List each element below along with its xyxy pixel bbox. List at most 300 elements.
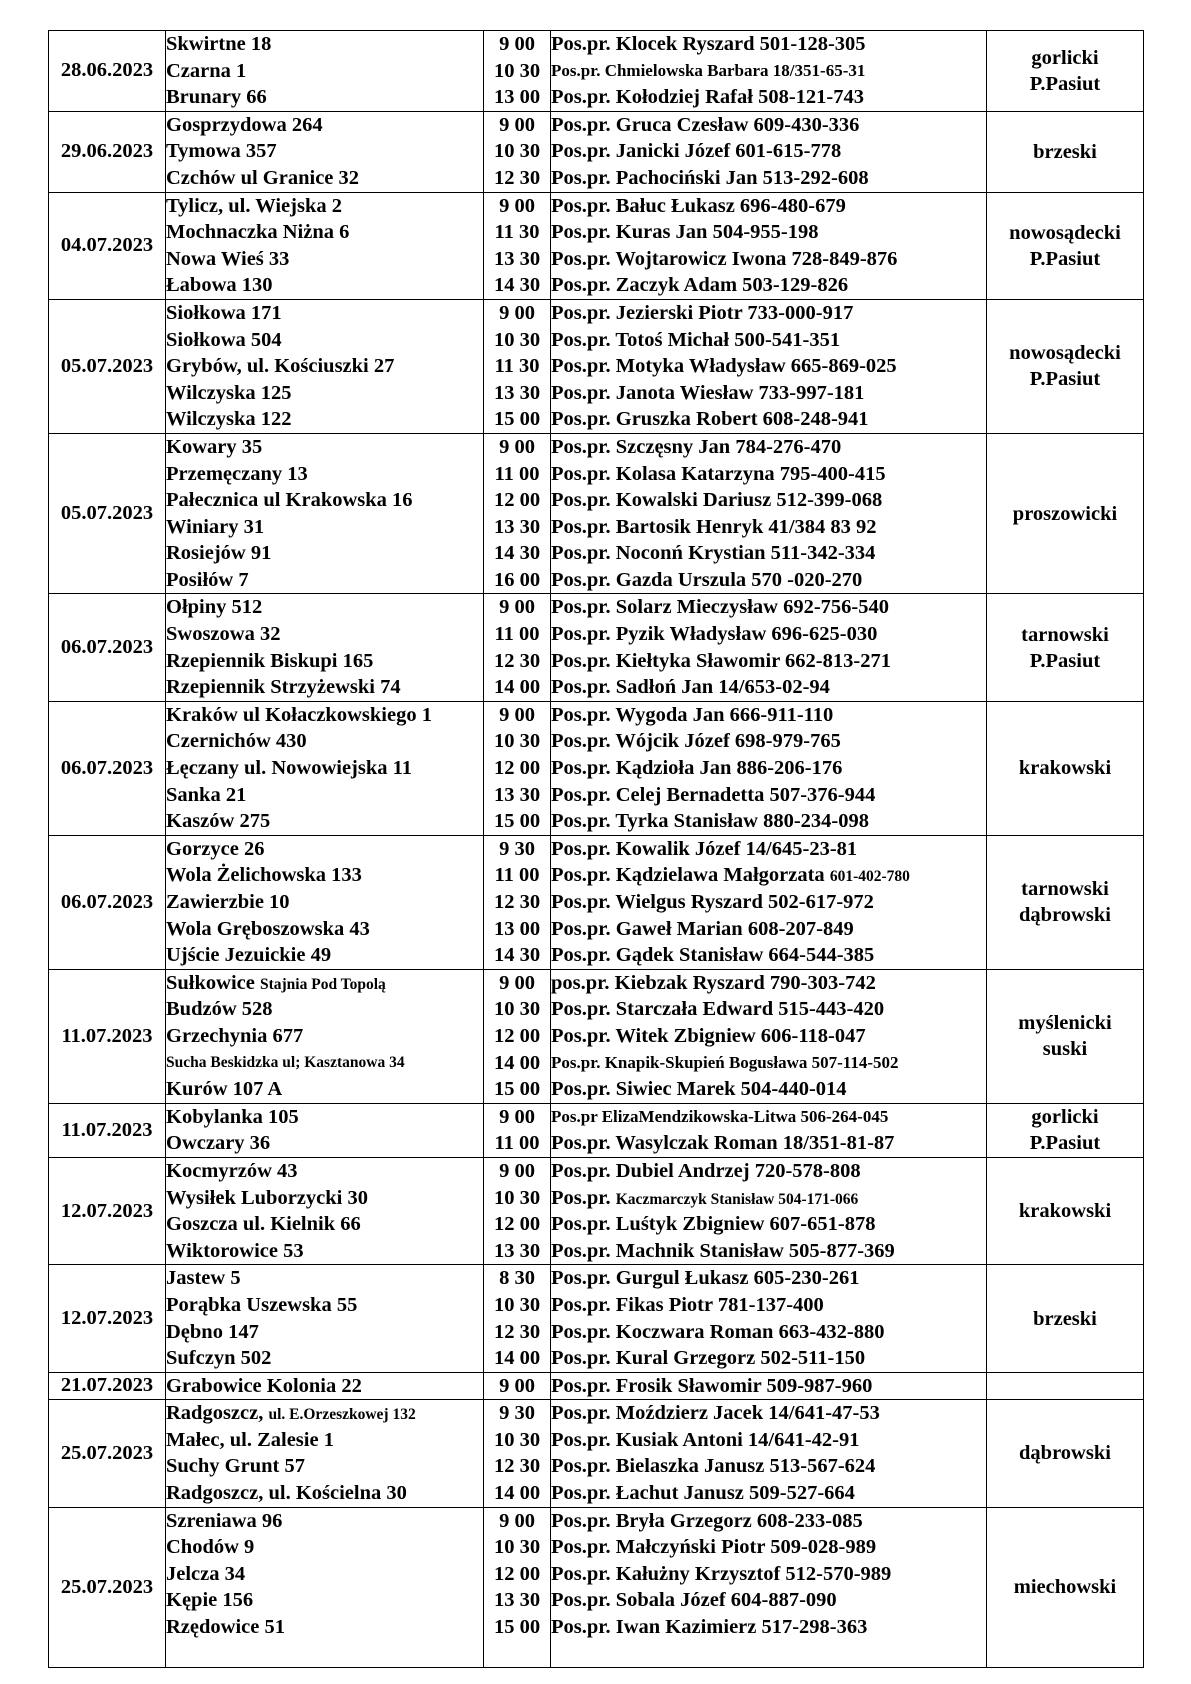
visit-time: 12 00 bbox=[493, 1213, 541, 1236]
person-name: Pos.pr. Wygoda Jan 666-911-110 bbox=[551, 703, 834, 726]
visit-time: 13 30 bbox=[493, 381, 541, 404]
persons-cell bbox=[551, 594, 987, 701]
district-name: brzeski bbox=[1033, 140, 1097, 163]
place-line: Sanka 21 bbox=[166, 783, 247, 806]
person-line bbox=[551, 31, 986, 58]
person-line bbox=[551, 1400, 986, 1427]
person-name: Pos.pr. Gazda Urszula 570 -020-270 bbox=[551, 568, 863, 591]
person-name: Pos.pr. Witek Zbigniew 606-118-047 bbox=[551, 1024, 866, 1047]
person-line bbox=[551, 353, 986, 380]
person-name: Pos.pr. Klocek Ryszard 501-128-305 bbox=[551, 33, 866, 55]
person-line bbox=[551, 1104, 986, 1131]
person-line bbox=[551, 1614, 986, 1641]
person-name: Pos.pr. Pachociński Jan 513-292-608 bbox=[551, 166, 869, 189]
visit-date: 25.07.2023 bbox=[60, 1441, 154, 1464]
blank-line bbox=[551, 1641, 986, 1668]
person-name: Pos.pr. Tyrka Stanisław 880-234-098 bbox=[551, 810, 869, 833]
district-cell bbox=[987, 1103, 1144, 1157]
person-name: Pos.pr. Iwan Kazimierz 517-298-363 bbox=[551, 1616, 868, 1639]
visit-time: 9 00 bbox=[499, 1509, 535, 1532]
place-line: Rzepiennik Biskupi 165 bbox=[166, 649, 374, 672]
times-cell bbox=[484, 299, 551, 433]
place-line: Czernichów 430 bbox=[166, 730, 307, 753]
person-name: Pos.pr. Janota Wiesław 733-997-181 bbox=[551, 381, 865, 404]
person-name: pos.pr. Kiebzak Ryszard 790-303-742 bbox=[551, 971, 876, 994]
visit-time: 9 00 bbox=[499, 435, 535, 458]
schedule-row bbox=[49, 594, 1144, 701]
district-cell bbox=[987, 111, 1144, 192]
visit-time: 9 00 bbox=[499, 703, 535, 726]
visit-date: 06.07.2023 bbox=[60, 890, 154, 913]
person-line bbox=[551, 1345, 986, 1372]
visit-time: 9 00 bbox=[499, 1105, 535, 1128]
visit-time: 13 30 bbox=[493, 1239, 541, 1262]
person-line bbox=[551, 1319, 986, 1346]
person-line bbox=[551, 755, 986, 782]
district-name: P.Pasiut bbox=[1029, 649, 1101, 672]
district-name: suski bbox=[1042, 1038, 1088, 1061]
district-cell bbox=[987, 192, 1144, 299]
place-line: Owczary 36 bbox=[166, 1132, 271, 1155]
person-name: Pos.pr. Totoś Michał 500-541-351 bbox=[551, 328, 841, 351]
visit-time: 10 30 bbox=[493, 1186, 541, 1209]
places-cell bbox=[166, 969, 484, 1103]
visit-time: 16 00 bbox=[493, 568, 541, 591]
date-cell bbox=[49, 31, 166, 112]
person-name: Pos.pr. Kałużny Krzysztof 512-570-989 bbox=[551, 1562, 892, 1585]
person-name: Pos.pr. Gądek Stanisław 664-544-385 bbox=[551, 944, 875, 967]
person-name: Pos.pr. Koczwara Roman 663-432-880 bbox=[551, 1320, 885, 1343]
person-name: Pos.pr. Sobala Józef 604-887-090 bbox=[551, 1589, 837, 1612]
person-line bbox=[551, 246, 986, 273]
schedule-row bbox=[49, 1103, 1144, 1157]
person-name: Pos.pr. Bartosik Henryk 41/384 83 92 bbox=[551, 515, 877, 538]
visit-time: 13 00 bbox=[493, 917, 541, 940]
visit-time: 9 00 bbox=[499, 596, 535, 619]
place-line: Rosiejów 91 bbox=[166, 542, 272, 565]
visit-date: 04.07.2023 bbox=[60, 234, 154, 257]
persons-cell bbox=[551, 1372, 987, 1400]
district-cell bbox=[987, 299, 1144, 433]
person-name: Pos.pr. Kural Grzegorz 502-511-150 bbox=[551, 1347, 866, 1370]
person-line bbox=[551, 1238, 986, 1265]
district-name: krakowski bbox=[1018, 757, 1112, 780]
person-line bbox=[551, 461, 986, 488]
place-line: Grabowice Kolonia 22 bbox=[166, 1374, 362, 1397]
person-name: Pos.pr. Solarz Mieczysław 692-756-540 bbox=[551, 596, 890, 619]
persons-cell bbox=[551, 1157, 987, 1264]
visit-time: 9 00 bbox=[499, 1374, 535, 1397]
district-cell bbox=[987, 1265, 1144, 1372]
person-line bbox=[551, 996, 986, 1023]
place-line: Wilczyska 122 bbox=[166, 408, 292, 431]
schedule-row bbox=[49, 111, 1144, 192]
place-line: Winiary 31 bbox=[166, 515, 265, 538]
person-name: Pos.pr. Kołodziej Rafał 508-121-743 bbox=[551, 86, 864, 109]
district-name: nowosądecki bbox=[1009, 342, 1121, 365]
times-cell bbox=[484, 31, 551, 112]
place-line: Wilczyska 125 bbox=[166, 381, 292, 404]
place-line: Mochnaczka Niżna 6 bbox=[166, 221, 350, 244]
place-line bbox=[166, 1400, 483, 1427]
person-line bbox=[551, 165, 986, 192]
persons-cell bbox=[551, 835, 987, 969]
visit-time: 11 30 bbox=[494, 355, 540, 378]
person-line bbox=[551, 1292, 986, 1319]
person-name: Pos.pr. Kądzioła Jan 886-206-176 bbox=[551, 757, 843, 780]
visit-date: 25.07.2023 bbox=[60, 1575, 154, 1598]
places-cell bbox=[166, 1400, 484, 1507]
person-name: Pos.pr. Dubiel Andrzej 720-578-808 bbox=[551, 1159, 861, 1182]
person-name: Pos.pr. Bałuc Łukasz 696-480-679 bbox=[551, 194, 846, 217]
district-name: gorlicki bbox=[1031, 1106, 1099, 1129]
visit-time: 10 30 bbox=[493, 1428, 541, 1451]
times-cell bbox=[484, 835, 551, 969]
person-name: Pos.pr. Jezierski Piotr 733-000-917 bbox=[551, 301, 854, 324]
person-name: Pos.pr. Chmielowska Barbara 18/351-65-31 bbox=[551, 60, 866, 80]
person-detail: Kaczmarczyk Stanisław 504-171-066 bbox=[615, 1190, 859, 1208]
persons-cell bbox=[551, 433, 987, 594]
times-cell bbox=[484, 969, 551, 1103]
places-cell bbox=[166, 111, 484, 192]
person-name: Pos.pr. Wasylczak Roman 18/351-81-87 bbox=[551, 1132, 895, 1155]
person-line bbox=[551, 1023, 986, 1050]
visit-time: 13 30 bbox=[493, 247, 541, 270]
places-cell bbox=[166, 192, 484, 299]
person-name: Pos.pr. Starczała Edward 515-443-420 bbox=[551, 998, 885, 1021]
place-line: Łabowa 130 bbox=[166, 274, 273, 297]
visit-time: 14 30 bbox=[493, 542, 541, 565]
person-name: Pos.pr. Wojtarowicz Iwona 728-849-876 bbox=[551, 247, 898, 270]
places-cell bbox=[166, 299, 484, 433]
place-line: Siołkowa 504 bbox=[166, 328, 282, 351]
places-cell bbox=[166, 1265, 484, 1372]
date-cell bbox=[49, 1400, 166, 1507]
district-cell bbox=[987, 594, 1144, 701]
visit-date: 11.07.2023 bbox=[61, 1118, 153, 1141]
person-line bbox=[551, 1508, 986, 1535]
visit-time: 9 00 bbox=[499, 971, 535, 994]
person-line bbox=[551, 219, 986, 246]
places-cell bbox=[166, 1507, 484, 1668]
visit-date: 28.06.2023 bbox=[60, 59, 154, 82]
date-cell bbox=[49, 1103, 166, 1157]
place-line: Rzędowice 51 bbox=[166, 1616, 285, 1639]
place-line: Goszcza ul. Kielnik 66 bbox=[166, 1213, 361, 1236]
person-line bbox=[551, 648, 986, 675]
person-line bbox=[551, 380, 986, 407]
visit-time: 12 30 bbox=[493, 166, 541, 189]
person-line bbox=[551, 702, 986, 729]
person-line bbox=[551, 193, 986, 220]
person-name: Pos.pr. Łachut Janusz 509-527-664 bbox=[551, 1482, 855, 1505]
places-cell bbox=[166, 1157, 484, 1264]
date-cell bbox=[49, 1157, 166, 1264]
place-line: Jastew 5 bbox=[166, 1267, 241, 1290]
visit-date: 05.07.2023 bbox=[60, 502, 154, 525]
places-cell bbox=[166, 1372, 484, 1400]
district-cell bbox=[987, 969, 1144, 1103]
visit-time: 10 30 bbox=[493, 998, 541, 1021]
visit-date: 06.07.2023 bbox=[60, 756, 154, 779]
visit-time: 12 30 bbox=[493, 1455, 541, 1478]
visit-date: 05.07.2023 bbox=[60, 354, 154, 377]
person-name: Pos.pr. Małczyński Piotr 509-028-989 bbox=[551, 1536, 877, 1559]
person-line bbox=[551, 889, 986, 916]
person-line bbox=[551, 487, 986, 514]
person-line bbox=[551, 621, 986, 648]
person-name: Pos.pr. Moździerz Jacek 14/641-47-53 bbox=[551, 1402, 880, 1425]
person-line bbox=[551, 970, 986, 997]
place-line: Jelcza 34 bbox=[166, 1562, 246, 1585]
visit-time: 13 30 bbox=[493, 783, 541, 806]
place-line: Kaszów 275 bbox=[166, 810, 271, 833]
visit-time: 13 30 bbox=[493, 1589, 541, 1612]
times-cell bbox=[484, 1400, 551, 1507]
times-cell bbox=[484, 433, 551, 594]
schedule-row bbox=[49, 1507, 1144, 1668]
person-line bbox=[551, 1427, 986, 1454]
schedule-row bbox=[49, 1400, 1144, 1507]
persons-cell bbox=[551, 299, 987, 433]
district-name: tarnowski bbox=[1021, 623, 1109, 646]
person-line bbox=[551, 942, 986, 969]
visit-time: 9 00 bbox=[499, 113, 535, 136]
place-line: Brunary 66 bbox=[166, 86, 267, 109]
date-cell bbox=[49, 1372, 166, 1400]
place-line: Sucha Beskidzka ul; Kasztanowa 34 bbox=[166, 1053, 405, 1071]
date-cell bbox=[49, 111, 166, 192]
place-line: Skwirtne 18 bbox=[166, 33, 272, 55]
visit-time: 9 00 bbox=[499, 194, 535, 217]
persons-cell bbox=[551, 701, 987, 835]
persons-cell bbox=[551, 192, 987, 299]
district-cell bbox=[987, 1372, 1144, 1400]
blank-line bbox=[166, 1641, 483, 1668]
person-line bbox=[551, 58, 986, 85]
visit-time: 12 00 bbox=[493, 1024, 541, 1047]
visit-time: 9 30 bbox=[499, 837, 535, 860]
person-line bbox=[551, 1158, 986, 1185]
person-name: Pos.pr. Gruszka Robert 608-248-941 bbox=[551, 408, 869, 431]
place-line: Suchy Grunt 57 bbox=[166, 1455, 305, 1478]
date-cell bbox=[49, 1265, 166, 1372]
schedule-table bbox=[48, 30, 1144, 1668]
schedule-body bbox=[49, 31, 1144, 1668]
district-name: nowosądecki bbox=[1009, 221, 1121, 244]
times-cell bbox=[484, 701, 551, 835]
person-line bbox=[551, 1480, 986, 1507]
place-detail: Stajnia Pod Topolą bbox=[259, 975, 386, 993]
person-line bbox=[551, 434, 986, 461]
person-line bbox=[551, 674, 986, 701]
person-line bbox=[551, 138, 986, 165]
schedule-row bbox=[49, 192, 1144, 299]
place-line: Przemęczany 13 bbox=[166, 462, 308, 485]
person-line bbox=[551, 540, 986, 567]
visit-time: 10 30 bbox=[493, 328, 541, 351]
place-line: Grzechynia 677 bbox=[166, 1024, 304, 1047]
district-name: P.Pasiut bbox=[1029, 368, 1101, 391]
place-line: Sufczyn 502 bbox=[166, 1347, 272, 1370]
person-line bbox=[551, 1130, 986, 1157]
person-line bbox=[551, 1587, 986, 1614]
place-line: Ujście Jezuickie 49 bbox=[166, 944, 332, 967]
visit-date: 29.06.2023 bbox=[60, 140, 154, 163]
visit-time: 14 30 bbox=[493, 944, 541, 967]
person-line bbox=[551, 728, 986, 755]
date-cell bbox=[49, 299, 166, 433]
person-line bbox=[551, 300, 986, 327]
times-cell bbox=[484, 1103, 551, 1157]
persons-cell bbox=[551, 1400, 987, 1507]
date-cell bbox=[49, 835, 166, 969]
place-line: Wola Gręboszowska 43 bbox=[166, 917, 370, 940]
district-name: miechowski bbox=[1013, 1576, 1117, 1599]
schedule-row bbox=[49, 1157, 1144, 1264]
date-cell bbox=[49, 192, 166, 299]
district-cell bbox=[987, 1157, 1144, 1264]
visit-time: 10 30 bbox=[493, 59, 541, 82]
place-line: Czchów ul Granice 32 bbox=[166, 166, 360, 189]
person-name: Pos.pr. Wójcik Józef 698-979-765 bbox=[551, 730, 841, 753]
person-name: Pos.pr. bbox=[551, 1186, 611, 1209]
places-cell bbox=[166, 433, 484, 594]
place-line bbox=[166, 970, 483, 997]
visit-time: 9 00 bbox=[499, 1159, 535, 1182]
person-name: Pos.pr. Janicki Józef 601-615-778 bbox=[551, 140, 842, 163]
district-name: krakowski bbox=[1018, 1200, 1112, 1223]
person-line bbox=[551, 406, 986, 433]
person-name: Pos.pr. Machnik Stanisław 505-877-369 bbox=[551, 1239, 895, 1262]
visit-time: 15 00 bbox=[493, 1616, 541, 1639]
visit-time: 11 00 bbox=[494, 1132, 540, 1155]
date-cell bbox=[49, 433, 166, 594]
place-line: Siołkowa 171 bbox=[166, 301, 282, 324]
person-line bbox=[551, 1076, 986, 1103]
person-name: Pos.pr. Luśtyk Zbigniew 607-651-878 bbox=[551, 1213, 876, 1236]
person-name: Pos.pr. Kolasa Katarzyna 795-400-415 bbox=[551, 462, 886, 485]
visit-time: 11 00 bbox=[494, 623, 540, 646]
person-line bbox=[551, 594, 986, 621]
persons-cell bbox=[551, 1507, 987, 1668]
schedule-row bbox=[49, 1372, 1144, 1400]
person-line bbox=[551, 1561, 986, 1588]
schedule-row bbox=[49, 433, 1144, 594]
visit-time: 14 00 bbox=[493, 676, 541, 699]
visit-time: 9 30 bbox=[499, 1402, 535, 1425]
place-detail: ul. E.Orzeszkowej 132 bbox=[268, 1406, 416, 1424]
visit-date: 11.07.2023 bbox=[61, 1024, 153, 1047]
times-cell bbox=[484, 1157, 551, 1264]
visit-time: 9 00 bbox=[499, 301, 535, 324]
person-line bbox=[551, 1453, 986, 1480]
visit-date: 21.07.2023 bbox=[60, 1374, 154, 1397]
person-line bbox=[551, 327, 986, 354]
schedule-row bbox=[49, 969, 1144, 1103]
visit-time: 11 30 bbox=[494, 221, 540, 244]
visit-time: 10 30 bbox=[493, 140, 541, 163]
places-cell bbox=[166, 835, 484, 969]
visit-time: 14 00 bbox=[493, 1482, 541, 1505]
place-line: Chodów 9 bbox=[166, 1536, 255, 1559]
persons-cell bbox=[551, 969, 987, 1103]
district-name: dąbrowski bbox=[1019, 904, 1111, 927]
date-cell bbox=[49, 701, 166, 835]
person-name: Pos.pr. Fikas Piotr 781-137-400 bbox=[551, 1293, 824, 1316]
district-name: myślenicki bbox=[1018, 1012, 1112, 1035]
place-line: Kępie 156 bbox=[166, 1589, 254, 1612]
person-name: Pos.pr. Szczęsny Jan 784-276-470 bbox=[551, 435, 842, 458]
times-cell bbox=[484, 594, 551, 701]
visit-time: 14 30 bbox=[493, 274, 541, 297]
places-cell bbox=[166, 701, 484, 835]
district-name: brzeski bbox=[1033, 1307, 1097, 1330]
visit-date: 12.07.2023 bbox=[60, 1199, 154, 1222]
times-cell bbox=[484, 1265, 551, 1372]
person-name: Pos.pr. Kiełtyka Sławomir 662-813-271 bbox=[551, 649, 891, 672]
place-line: Grybów, ul. Kościuszki 27 bbox=[166, 355, 395, 378]
place-line: Posiłów 7 bbox=[166, 568, 249, 591]
person-name: Pos.pr. Siwiec Marek 504-440-014 bbox=[551, 1078, 847, 1101]
person-name: Pos.pr. Zaczyk Adam 503-129-826 bbox=[551, 274, 849, 297]
place-name: Sułkowice bbox=[166, 971, 255, 994]
place-line: Pałecznica ul Krakowska 16 bbox=[166, 489, 413, 512]
person-name: Pos.pr. Sadłoń Jan 14/653-02-94 bbox=[551, 676, 830, 699]
place-name: Radgoszcz, bbox=[166, 1402, 264, 1425]
person-line bbox=[551, 1373, 986, 1400]
place-line: Rzepiennik Strzyżewski 74 bbox=[166, 676, 401, 699]
visit-time: 14 00 bbox=[493, 1051, 541, 1074]
place-line: Radgoszcz, ul. Kościelna 30 bbox=[166, 1482, 407, 1505]
place-line: Kraków ul Kołaczkowskiego 1 bbox=[166, 703, 432, 726]
date-cell bbox=[49, 594, 166, 701]
place-line: Kobylanka 105 bbox=[166, 1105, 299, 1128]
persons-cell bbox=[551, 1103, 987, 1157]
persons-cell bbox=[551, 111, 987, 192]
person-name: Pos.pr. Gurgul Łukasz 605-230-261 bbox=[551, 1267, 860, 1290]
district-name: dąbrowski bbox=[1019, 1442, 1111, 1465]
person-line bbox=[551, 272, 986, 299]
place-line: Budzów 528 bbox=[166, 998, 273, 1021]
visit-time: 12 30 bbox=[493, 891, 541, 913]
persons-cell bbox=[551, 1265, 987, 1372]
person-name: Pos.pr. Noconń Krystian 511-342-334 bbox=[551, 542, 876, 565]
district-name: gorlicki bbox=[1031, 46, 1099, 69]
places-cell bbox=[166, 31, 484, 112]
place-line: Tylicz, ul. Wiejska 2 bbox=[166, 194, 342, 217]
visit-date: 06.07.2023 bbox=[60, 636, 154, 659]
person-line bbox=[551, 1534, 986, 1561]
person-name: Pos.pr. Wielgus Ryszard 502-617-972 bbox=[551, 891, 874, 913]
person-name: Pos.pr. Knapik-Skupień Bogusława 507-114-502 bbox=[551, 1052, 899, 1072]
place-line: Gosprzydowa 264 bbox=[166, 113, 323, 136]
person-name: Pos.pr. Motyka Władysław 665-869-025 bbox=[551, 355, 897, 378]
person-line bbox=[551, 1185, 986, 1212]
place-line: Swoszowa 32 bbox=[166, 623, 281, 646]
district-cell bbox=[987, 433, 1144, 594]
person-line bbox=[551, 916, 986, 943]
visit-time: 11 00 bbox=[494, 462, 540, 485]
district-name: P.Pasiut bbox=[1029, 72, 1101, 95]
places-cell bbox=[166, 1103, 484, 1157]
person-name: Pos.pr. Kusiak Antoni 14/641-42-91 bbox=[551, 1428, 860, 1451]
visit-time: 15 00 bbox=[493, 408, 541, 431]
person-line bbox=[551, 567, 986, 594]
person-name: Pos.pr. Kowalik Józef 14/645-23-81 bbox=[551, 837, 858, 860]
visit-time: 15 00 bbox=[493, 1078, 541, 1101]
person-name: Pos.pr. Kuras Jan 504-955-198 bbox=[551, 221, 819, 244]
